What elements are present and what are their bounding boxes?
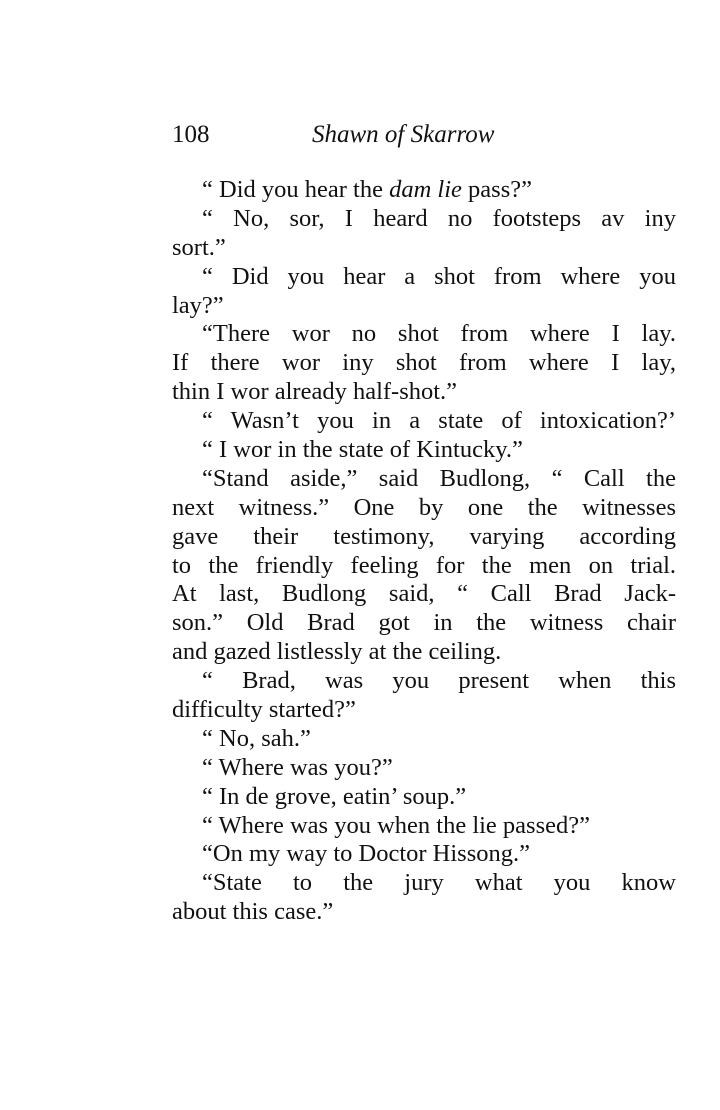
text-line: sort.” [172,233,226,261]
text-line: next witness.” One by one the witnesses [172,493,676,521]
text-line: “State to the jury what you know [202,869,676,897]
text-line: “ Where was you?” [202,753,393,781]
text-line: “ Brad, was you present when this [202,667,676,695]
text-line: and gazed listlessly at the ceiling. [172,638,502,666]
text-line: “Stand aside,” said Budlong, “ Call the [202,464,676,492]
text-line: gave their testimony, varying according [172,522,676,550]
text-line: to the friendly feeling for the men on trial. [172,551,676,579]
text-line: difficulty started?” [172,696,356,724]
body-text [172,176,676,927]
page-number: 108 [172,121,210,148]
text-line: At last, Budlong said, “ Call Brad Jack- [172,580,676,608]
italic-phrase: dam lie [389,176,462,203]
text-line: lay?” [172,291,224,319]
text-line: “ Did you hear a shot from where you [202,262,676,290]
text-line: about this case.” [172,898,334,926]
running-title: Shawn of Skarrow [312,121,495,148]
text-line: “There wor no shot from where I lay. [202,320,676,348]
text-line: “ No, sah.” [202,724,311,752]
text-line: “ In de grove, eatin’ soup.” [202,782,467,810]
text-line: “ I wor in the state of Kintucky.” [202,436,523,464]
text-line [172,176,676,205]
text-line: If there wor iny shot from where I lay, [172,349,676,377]
text-span: “ Did you hear the [202,176,390,203]
text-line: thin I wor already half-shot.” [172,378,458,406]
page-header [172,118,682,152]
text-line: son.” Old Brad got in the witness chair [172,609,676,637]
text-line: “ No, sor, I heard no footsteps av iny [202,204,676,232]
text-line: “ Where was you when the lie passed?” [202,811,590,839]
text-line: “On my way to Doctor Hissong.” [202,840,530,868]
text-span: pass?” [461,176,532,203]
text-line: “ Wasn’t you in a state of intoxication?’ [202,407,676,435]
